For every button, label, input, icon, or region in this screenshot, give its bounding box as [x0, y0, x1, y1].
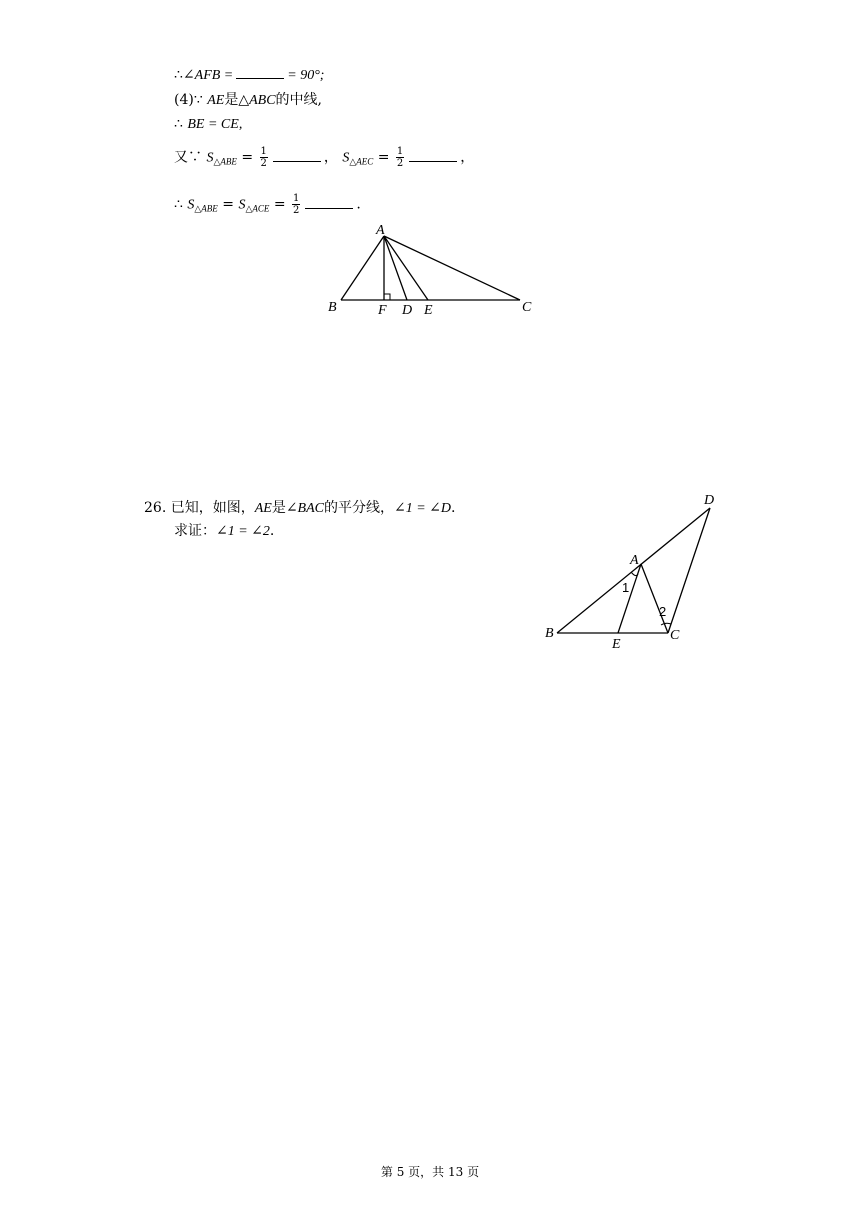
label-a: A: [630, 553, 639, 568]
page-footer: 第 5 页，共 13 页: [380, 1165, 480, 1179]
triangle-figure-1: [320, 222, 560, 322]
area-sub-ace: △ACE: [245, 203, 270, 214]
fraction-half: $\frac{1}{2}$: [293, 193, 300, 216]
area-symbol: S: [187, 197, 195, 213]
segment-ae: AE: [254, 501, 272, 516]
segment-ac: [641, 564, 668, 633]
segment-ac: [384, 236, 520, 300]
equals-sign: =: [273, 196, 286, 213]
answer-blank[interactable]: [236, 66, 284, 79]
area-symbol: S: [342, 150, 350, 166]
goal-expr: ∠1 = ∠2: [216, 524, 270, 539]
label-f: F: [378, 303, 387, 318]
area-sub-abe: △ABE: [194, 203, 218, 214]
separator: ，: [323, 149, 338, 166]
segment-bd: [557, 508, 710, 633]
equals-sign: =: [377, 149, 390, 166]
angle-1-arc: [631, 572, 638, 576]
text-given: 已知，如图，: [170, 500, 255, 516]
label-angle-1: 1: [622, 580, 630, 595]
segment-ae: [384, 236, 428, 300]
fraction-half: $\frac{1}{2}$: [260, 146, 267, 169]
area-sub-aec: △AEC: [349, 156, 374, 167]
step-number: (4): [174, 92, 194, 108]
label-c: C: [670, 628, 680, 643]
condition-expr: ∠1 = ∠D: [394, 501, 452, 516]
answer-blank[interactable]: [273, 149, 321, 162]
question-number: 26.: [144, 500, 167, 516]
label-d: D: [704, 493, 715, 508]
period: .: [356, 196, 361, 213]
segment-ab: [341, 236, 384, 300]
text-prove: 求证：: [174, 523, 216, 539]
fraction-half: $\frac{1}{2}$: [396, 146, 404, 169]
right-angle-mark: [384, 294, 390, 300]
segment-ae: AE: [207, 93, 225, 108]
area-symbol: S: [238, 197, 246, 213]
question-26-line1: [144, 499, 455, 518]
label-angle-2: 2: [659, 604, 667, 619]
text-and-because: 又∵: [174, 149, 202, 166]
label-a: A: [376, 223, 385, 238]
triangle-abc: △ABC: [238, 93, 276, 108]
label-b: B: [545, 626, 554, 641]
label-d: D: [402, 303, 413, 318]
area-sub-abe: △ABE: [213, 156, 237, 167]
angle-2-arc: [661, 623, 671, 625]
line-conclusion: [174, 193, 361, 218]
line-areas: [174, 146, 474, 171]
label-b: B: [328, 300, 337, 315]
answer-blank[interactable]: [305, 196, 353, 209]
angle-afb-expr: ∠AFB =: [182, 68, 234, 83]
label-e: E: [612, 637, 621, 652]
text-bisector: 的平分线，: [324, 500, 394, 516]
because-symbol: ∵: [193, 92, 203, 108]
therefore-symbol: ∴: [174, 116, 183, 132]
be-eq-ce: BE = CE,: [187, 117, 243, 132]
equals-sign: =: [222, 196, 234, 213]
area-symbol: S: [206, 150, 214, 166]
triangle-figure-2: [540, 488, 730, 658]
answer-blank[interactable]: [409, 149, 457, 162]
period: .: [269, 523, 275, 539]
label-e: E: [424, 303, 433, 318]
angle-bac: ∠BAC: [285, 501, 324, 516]
period: .: [451, 500, 456, 516]
separator: ，: [460, 149, 475, 166]
line-be-ce: [174, 115, 242, 134]
text-is: 是: [224, 92, 239, 108]
angle-result: = 90°;: [287, 68, 325, 83]
text-is: 是: [271, 500, 286, 516]
segment-dc: [668, 508, 710, 633]
line-median: [174, 91, 322, 110]
equals-sign: =: [241, 149, 254, 166]
question-26-line2: [174, 522, 274, 541]
text-median: 的中线,: [275, 92, 322, 108]
label-c: C: [522, 300, 532, 315]
line-afb: [174, 66, 324, 85]
therefore-symbol: ∴: [174, 196, 183, 213]
therefore-symbol: ∴: [174, 67, 183, 83]
